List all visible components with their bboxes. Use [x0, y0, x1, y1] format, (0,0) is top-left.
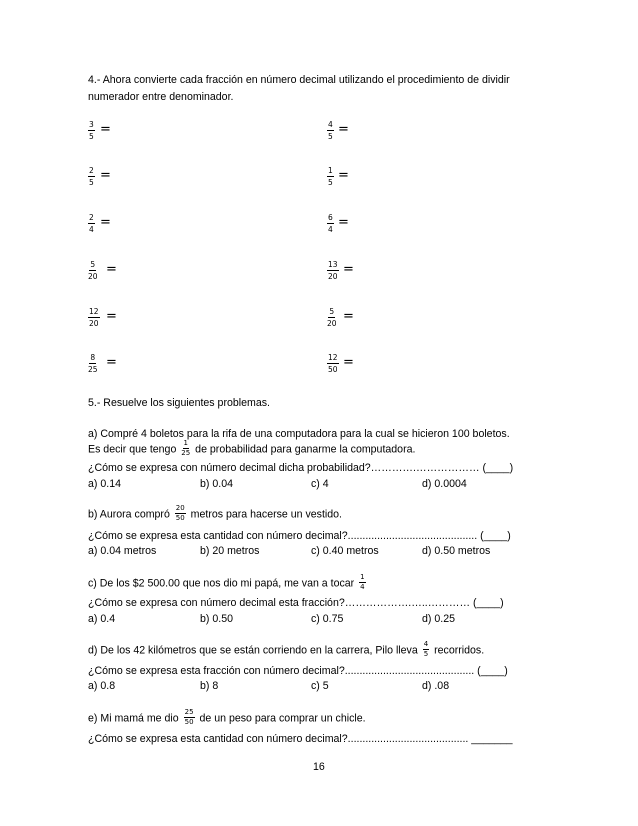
problem-b-line1: b) Aurora compró $\frac{20}{50}$ metros para hacerse un vestido. — [88, 504, 343, 522]
section5-title: 5.- Resuelve los siguientes problemas. — [88, 397, 270, 409]
option-d: d) .08 — [422, 680, 450, 692]
fraction-right-4: $\frac{13}{20}$ — [328, 260, 338, 281]
equals-sign: = — [106, 309, 117, 324]
equals-sign: = — [343, 309, 354, 324]
section4-instruction-line2: numerador entre denominador. — [88, 91, 234, 103]
page-number: 16 — [313, 761, 325, 773]
option-d: d) 0.25 — [422, 613, 455, 625]
fraction-inline: $\frac{20}{50}$ — [175, 504, 185, 522]
option-b: b) 0.50 — [200, 613, 233, 625]
fraction-right-5: $\frac{5}{20}$ — [327, 307, 337, 328]
option-a: a) 0.4 — [88, 613, 116, 625]
option-c: c) 4 — [311, 478, 329, 490]
problem-c-line1: c) De los $2 500.00 que nos dio mi papá, me van a tocar $\frac{1}{4}$ — [88, 573, 365, 591]
option-c: c) 0.75 — [311, 613, 344, 625]
equals-sign: = — [343, 262, 354, 277]
equals-sign: = — [343, 355, 354, 370]
problem-e-line1: e) Mi mamá me dio $\frac{25}{50}$ de un peso para comprar un chicle. — [88, 708, 366, 726]
equals-sign: = — [100, 122, 111, 137]
problem-a-question: ¿Cómo se expresa con número decimal dicha probabilidad?………….……………… (____) — [88, 462, 514, 474]
section4-instruction-line1: 4.- Ahora convierte cada fracción en número decimal utilizando el procedimiento de dividir — [88, 74, 510, 86]
problem-d-question: ¿Cómo se expresa esta fracción con número decimal?............................................ (____) — [88, 665, 508, 677]
problem-b-question: ¿Cómo se expresa esta cantidad con número decimal?............................................ (____) — [88, 530, 511, 542]
option-c: c) 0.40 metros — [311, 545, 379, 557]
problem-d-line1: d) De los 42 kilómetros que se están corriendo en la carrera, Pilo lleva $\frac{4}{5}$ recorridos. — [88, 640, 485, 658]
problem-c-question: ¿Cómo se expresa con número decimal esta fracción?……………….…..………… (____) — [88, 597, 504, 609]
option-d: d) 0.0004 — [422, 478, 467, 490]
option-a: a) 0.14 — [88, 478, 121, 490]
option-c: c) 5 — [311, 680, 329, 692]
fraction-inline: $\frac{4}{5}$ — [423, 640, 429, 658]
fraction-left-6: $\frac{8}{25}$ — [88, 353, 98, 374]
problem-e-question: ¿Cómo se expresa esta cantidad con número decimal?......................................... _______ — [88, 733, 513, 745]
option-b: b) 0.04 — [200, 478, 233, 490]
fraction-inline: $\frac{25}{50}$ — [184, 708, 194, 726]
fraction-right-6: $\frac{12}{50}$ — [328, 353, 338, 374]
fraction-inline: $\frac{1}{4}$ — [360, 573, 365, 591]
option-a: a) 0.8 — [88, 680, 116, 692]
problem-a-line1: a) Compré 4 boletos para la rifa de una computadora para la cual se hicieron 100 boletos. — [88, 428, 510, 440]
equals-sign: = — [106, 262, 117, 277]
fraction-inline: $\frac{1}{25}$ — [181, 439, 191, 457]
fraction-left-4: $\frac{5}{20}$ — [88, 260, 98, 281]
problem-a-line2: Es decir que tengo $\frac{1}{25}$ de probabilidad para ganarme la computadora. — [88, 439, 416, 457]
equals-sign: = — [338, 215, 349, 230]
option-b: b) 8 — [200, 680, 219, 692]
equals-sign: = — [338, 122, 349, 137]
equals-sign: = — [100, 215, 111, 230]
fraction-left-5: $\frac{12}{20}$ — [89, 307, 99, 328]
fraction-left-1: $\frac{3}{5}$ — [89, 120, 94, 141]
fraction-left-2: $\frac{2}{5}$ — [89, 166, 94, 187]
fraction-right-1: $\frac{4}{5}$ — [328, 120, 333, 141]
option-d: d) 0.50 metros — [422, 545, 491, 557]
equals-sign: = — [338, 168, 349, 183]
fraction-left-3: $\frac{2}{4}$ — [89, 213, 94, 234]
option-b: b) 20 metros — [200, 545, 260, 557]
equals-sign: = — [100, 168, 111, 183]
option-a: a) 0.04 metros — [88, 545, 157, 557]
fraction-right-2: $\frac{1}{5}$ — [328, 166, 333, 187]
fraction-right-3: $\frac{6}{4}$ — [328, 213, 333, 234]
equals-sign: = — [106, 355, 117, 370]
